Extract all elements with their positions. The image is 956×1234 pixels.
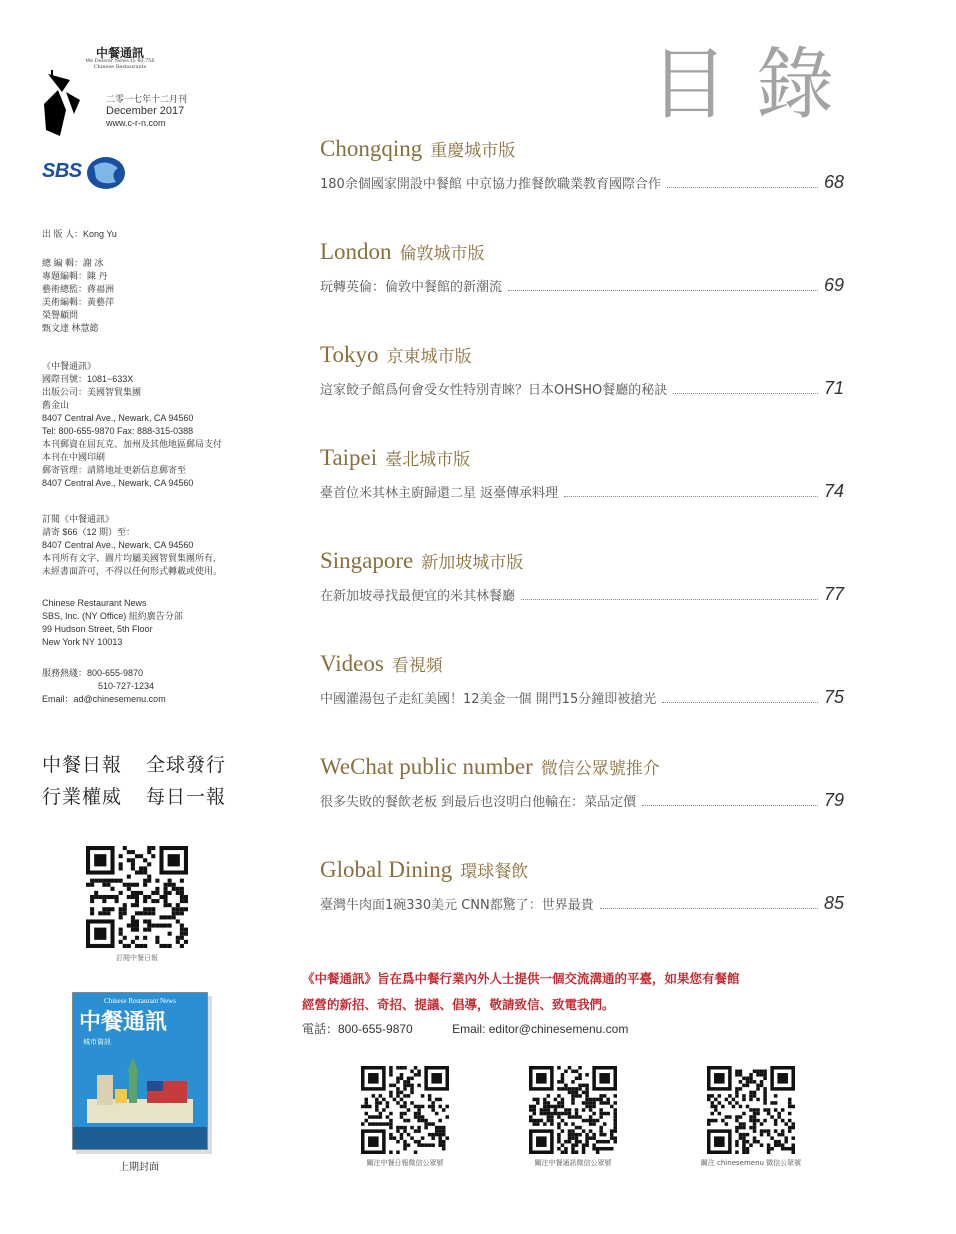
section-title-en: Videos: [320, 651, 384, 676]
pub-line: 8407 Central Ave., Newark, CA 94560: [42, 413, 194, 423]
service-email: Email：ad@chinesemenu.com: [42, 694, 166, 704]
leader-dots: [662, 702, 818, 703]
page-number: 69: [823, 275, 844, 295]
section-title-en: Singapore: [320, 548, 414, 573]
staff-line: 榮譽顧問: [42, 310, 79, 320]
cover-strip: [73, 1127, 207, 1149]
leader-dots: [667, 187, 818, 188]
website: www.c-r-n.com: [106, 118, 166, 128]
slogan-text: 中餐日報: [42, 754, 123, 776]
slogan-text: 行業權威: [42, 786, 123, 808]
leader-dots: [642, 805, 818, 806]
cover-title: 中餐通訊: [79, 1009, 168, 1035]
pub-line: 本刊郵資在屈瓦克、加州及其他地區郵局支付: [42, 439, 223, 449]
staff-list: [42, 257, 114, 335]
hotline-2: 510-727-1234: [98, 681, 155, 691]
office-line: Chinese Restaurant News: [42, 598, 147, 608]
qr-code-icon: [529, 1066, 617, 1154]
qr-code-icon: [361, 1066, 449, 1154]
office-line: 99 Hudson Street, 5th Floor: [42, 624, 153, 634]
last-issue-cover: [72, 992, 208, 1150]
issue-zh: 二零一七年十二月刊: [106, 94, 188, 104]
sub-line: 未經書面許可，不得以任何形式轉載或使用。: [42, 566, 223, 576]
page-number: 68: [823, 172, 844, 192]
wechat-qr-chinesemenu[interactable]: [686, 1066, 816, 1168]
section-title-zh: 臺北城市版: [385, 450, 471, 470]
toc-entry[interactable]: [320, 857, 844, 914]
toc-entry[interactable]: [320, 136, 844, 193]
article-title: 在新加坡尋找最便宜的米其林餐廳: [320, 589, 516, 604]
section-title-en: London: [320, 239, 392, 264]
cover-illustration-icon: [87, 1055, 193, 1123]
section-title-en: Chongqing: [320, 136, 423, 161]
logo-name: 中餐通訊: [95, 46, 144, 60]
pub-line: 郵寄管理：請將地址更新信息郵寄至: [42, 465, 187, 475]
contact-phone: 電話：800-655-9870: [302, 1022, 413, 1036]
section-title-en: WeChat public number: [320, 754, 533, 779]
leader-dots: [521, 599, 818, 600]
staff-line: 藝術總監：蔣福洲: [42, 284, 115, 294]
issue-en: December 2017: [106, 105, 185, 117]
subscription-info: [42, 513, 222, 578]
page-number: 74: [823, 481, 844, 501]
publication-info: [42, 360, 222, 490]
page-number: 71: [823, 378, 844, 398]
section-title-zh: 微信公眾號推介: [540, 759, 660, 779]
promo-text: [302, 966, 862, 1018]
publisher-line: 出 版 人：Kong Yu: [42, 229, 117, 239]
section-title-zh: 重慶城市版: [430, 141, 516, 161]
article-title: 臺灣牛肉面1碗330美元 CNN都驚了：世界最貴: [320, 898, 594, 913]
article-title: 中國灌湯包子走紅美國！12美金一個 開門15分鐘即被搶光: [320, 692, 657, 707]
office-info: [42, 597, 183, 649]
subscribe-qr-code[interactable]: [86, 846, 188, 948]
page-number: 85: [823, 893, 844, 913]
pub-line: 本刊在中國印刷: [42, 452, 106, 462]
waiter-logo-icon: [40, 70, 96, 140]
office-line: New York NY 10013: [42, 637, 123, 647]
tagline-line-1: We Deliver News to 40,756: [85, 58, 155, 64]
section-title-en: Tokyo: [320, 342, 379, 367]
pub-line: 出版公司：美國智貿集團: [42, 387, 142, 397]
wechat-qr-news[interactable]: [508, 1066, 638, 1168]
pub-line: 《中餐通訊》: [42, 361, 97, 371]
page-title: 目錄: [650, 40, 863, 130]
leader-dots: [508, 290, 818, 291]
section-title-zh: 看視頻: [391, 656, 443, 676]
toc-entry[interactable]: [320, 342, 844, 399]
staff-line: 美術編輯：黃藝萍: [42, 297, 115, 307]
page-number: 79: [823, 790, 844, 810]
sub-line: 8407 Central Ave., Newark, CA 94560: [42, 540, 194, 550]
sub-line: 訂閱《中餐通訊》: [42, 514, 115, 524]
qr-caption: 訂閱中餐日報: [116, 954, 158, 962]
cover-city-label: 城市資訊: [83, 1038, 111, 1046]
qr-caption: 關注中餐日報微信公眾號: [366, 1159, 444, 1167]
section-title-zh: 倫敦城市版: [399, 244, 485, 264]
issue-info: [106, 94, 187, 129]
promo-line: 經營的新招、奇招、提議、倡導，敬請致信、致電我們。: [302, 997, 615, 1012]
article-title: 很多失敗的餐飲老板 到最后也沒明白他輸在：菜品定價: [320, 795, 637, 810]
leader-dots: [564, 496, 818, 497]
section-title-zh: 新加坡城市版: [421, 553, 524, 573]
leader-dots: [600, 908, 818, 909]
sbs-text: SBS: [42, 160, 82, 182]
pub-line: 國際刊號：1081−633X: [42, 374, 134, 384]
qr-caption: 關注中餐通訊微信公眾號: [534, 1159, 612, 1167]
staff-line: 甄文達 林慧懿: [42, 323, 99, 333]
qr-code-icon: [707, 1066, 795, 1154]
globe-icon: [86, 156, 126, 190]
staff-line: 總 編 輯：謝 冰: [42, 258, 104, 268]
slogan-text: 全球發行: [146, 754, 227, 776]
pub-line: Tel: 800-655-9870 Fax: 888-315-0388: [42, 426, 194, 436]
leader-dots: [673, 393, 818, 394]
toc-entry[interactable]: [320, 445, 844, 502]
qr-code-icon: [86, 846, 188, 948]
article-title: 180余個國家開設中餐館 中京協力推餐飲職業教育國際合作: [320, 177, 661, 192]
slogan-text: 每日一報: [146, 786, 227, 808]
section-title-zh: 環球餐飲: [460, 862, 529, 882]
article-title: 這家餃子館爲何會受女性特別青睞？日本OHSHO餐廳的秘訣: [320, 383, 668, 398]
article-title: 臺首位米其林主廚歸還二星 返臺傳承料理: [320, 486, 559, 501]
slogan: [42, 749, 262, 813]
page-number: 77: [823, 584, 844, 604]
pub-line: 8407 Central Ave., Newark, CA 94560: [42, 478, 194, 488]
sbs-logo: [42, 156, 132, 190]
pub-line: 舊金山: [42, 400, 70, 410]
hotline: 服務熱綫：800-655-9870: [42, 668, 144, 678]
section-title-en: Global Dining: [320, 857, 453, 882]
staff-line: 專題編輯：陳 丹: [42, 271, 108, 281]
contact-info: [302, 1020, 664, 1037]
section-title-zh: 京東城市版: [386, 347, 472, 367]
logo-tagline: [64, 58, 176, 70]
tagline-line-2: Chinese Restaurants: [93, 64, 147, 70]
wechat-qr-daily[interactable]: [340, 1066, 470, 1168]
cover-caption: 上期封面: [119, 1162, 159, 1173]
section-title-en: Taipei: [320, 445, 378, 470]
page-number: 75: [823, 687, 844, 707]
sub-line: 本刊所有文字、圖片均屬美國智貿集團所有,: [42, 553, 216, 563]
sub-line: 請寄 $66（12 期）至：: [42, 527, 136, 537]
office-line: SBS, Inc. (NY Office) 紐約廣告分部: [42, 611, 183, 621]
qr-caption: 關注 chinesemenu 微信公眾號: [700, 1159, 802, 1167]
promo-line: 《中餐通訊》旨在爲中餐行業內外人士提供一個交流溝通的平臺，如果您有餐館: [302, 971, 740, 986]
contact-email[interactable]: Email: editor@chinesemenu.com: [452, 1022, 629, 1036]
toc-entry[interactable]: [320, 754, 844, 811]
toc-entry[interactable]: [320, 548, 844, 605]
toc-entry[interactable]: [320, 651, 844, 708]
service-info: [42, 667, 166, 706]
cover-en-title: Chinese Restaurant News: [104, 997, 176, 1005]
toc-entry[interactable]: [320, 239, 844, 296]
article-title: 玩轉英倫：倫敦中餐館的新潮流: [320, 280, 503, 295]
masthead: [40, 40, 210, 140]
